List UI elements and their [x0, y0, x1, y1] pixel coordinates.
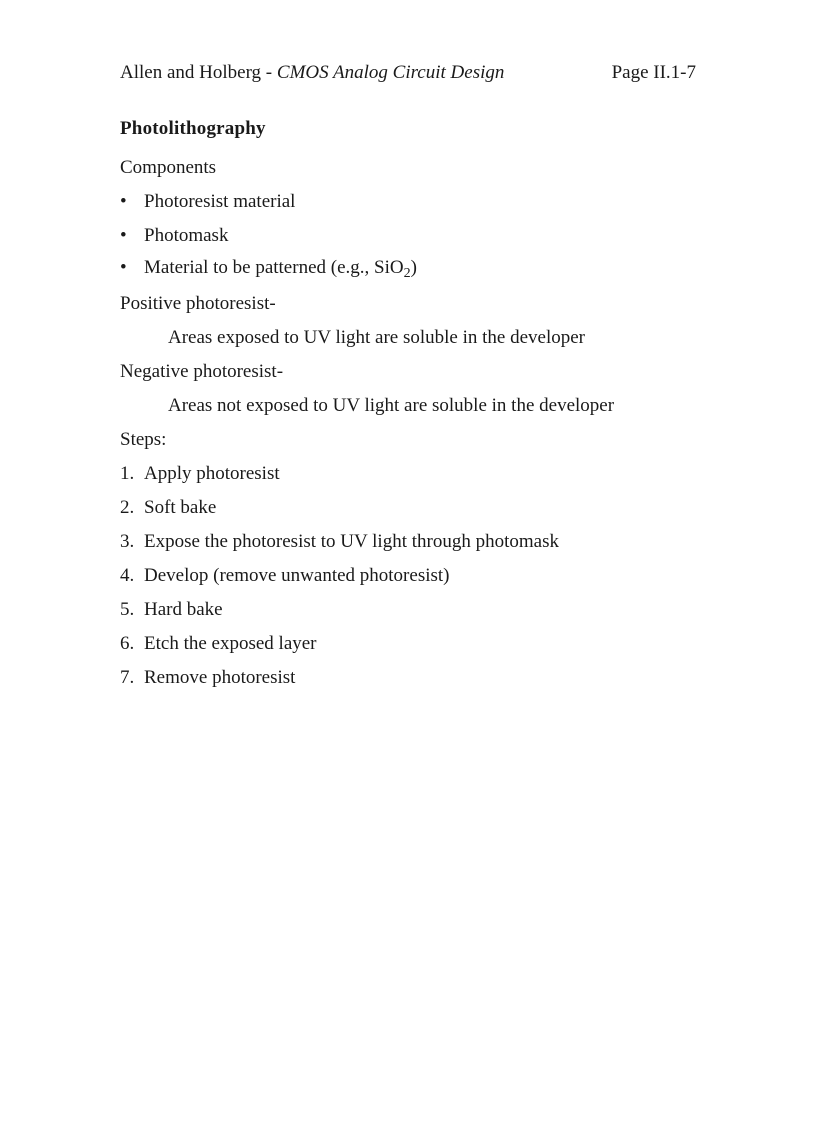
- step-text: Remove photoresist: [144, 667, 296, 688]
- step-text: Soft bake: [144, 497, 217, 518]
- step-item: [120, 531, 559, 553]
- header-citation: [120, 62, 504, 84]
- page-header: [120, 62, 696, 88]
- step-text: Develop (remove unwanted photoresist): [144, 565, 450, 586]
- step-number: 5.: [120, 599, 135, 620]
- step-item: [120, 599, 223, 621]
- component-item: [120, 191, 295, 213]
- step-number: 3.: [120, 531, 135, 552]
- component-text: Photomask: [144, 225, 229, 246]
- step-item: [120, 565, 450, 587]
- negative-description: Areas not exposed to UV light are soluble in the developer: [168, 395, 615, 416]
- step-item: [120, 667, 295, 689]
- step-number: 2.: [120, 497, 135, 518]
- header-book-title: CMOS Analog Circuit Design: [276, 62, 505, 83]
- negative-label: Negative photoresist-: [120, 361, 284, 382]
- components-label: Components: [120, 157, 217, 178]
- header-page-number: Page II.1-7: [611, 62, 696, 83]
- bullet-marker: •: [120, 257, 127, 278]
- bullet-marker: •: [120, 225, 127, 246]
- component-text: Material to be patterned (e.g., SiO: [144, 257, 404, 278]
- step-number: 1.: [120, 463, 135, 484]
- component-item: [120, 225, 228, 247]
- component-text: Photoresist material: [144, 191, 296, 212]
- section-heading: Photolithography: [120, 118, 266, 139]
- step-text: Expose the photoresist to UV light through photomask: [144, 531, 559, 552]
- step-item: [120, 497, 216, 519]
- step-item: [120, 463, 280, 485]
- step-item: [120, 633, 317, 655]
- bullet-marker: •: [120, 191, 127, 212]
- step-number: 7.: [120, 667, 135, 688]
- step-text: Etch the exposed layer: [144, 633, 317, 654]
- step-number: 4.: [120, 565, 135, 586]
- step-number: 6.: [120, 633, 135, 654]
- header-authors: Allen and Holberg -: [120, 62, 277, 83]
- subscript: 2: [403, 266, 411, 281]
- component-text-tail: ): [410, 257, 417, 278]
- steps-label: Steps:: [120, 429, 167, 450]
- positive-label: Positive photoresist-: [120, 293, 276, 314]
- step-text: Apply photoresist: [144, 463, 280, 484]
- positive-description: Areas exposed to UV light are soluble in the developer: [168, 327, 586, 348]
- step-text: Hard bake: [144, 599, 223, 620]
- component-item: [120, 257, 417, 279]
